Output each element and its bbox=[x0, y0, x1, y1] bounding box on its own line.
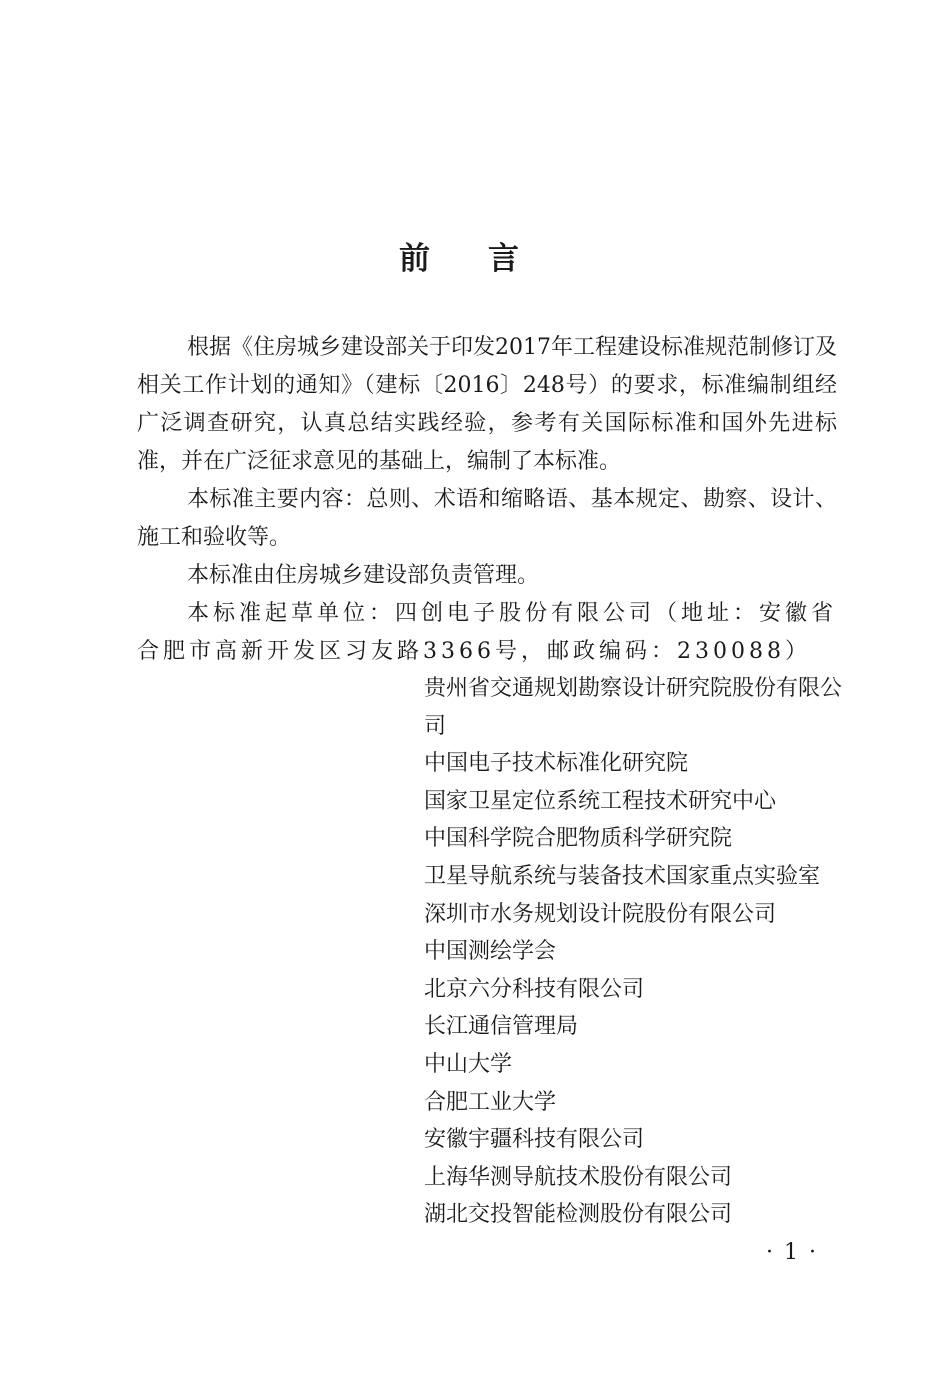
list-item: 北京六分科技有限公司 bbox=[424, 976, 645, 1002]
paragraph-main-content: 本标准主要内容：总则、术语和缩略语、基本规定、勘察、设计、施工和验收等。 bbox=[137, 487, 837, 550]
drafting-units-list bbox=[424, 670, 844, 1234]
list-item: 卫星导航系统与装备技术国家重点实验室 bbox=[424, 863, 821, 889]
list-item: 国家卫星定位系统工程技术研究中心 bbox=[424, 788, 777, 814]
preface-body bbox=[137, 329, 837, 671]
list-item: 深圳市水务规划设计院股份有限公司 bbox=[424, 901, 777, 927]
paragraph-basis: 根据《住房城乡建设部关于印发2017年工程建设标准规范制修订及相关工作计划的通知》（建标〔2016〕248号）的要求，标准编制组经广泛调查研究，认真总结实践经验，参考有关国际标准和国外先进标准，并在广泛征求意见的基础上，编制了本标准。 bbox=[137, 335, 837, 474]
list-item: 上海华测导航技术股份有限公司 bbox=[424, 1164, 733, 1190]
list-item: 中国电子技术标准化研究院 bbox=[424, 751, 689, 777]
list-item: 湖北交投智能检测股份有限公司 bbox=[424, 1202, 733, 1228]
list-item: 中国测绘学会 bbox=[424, 939, 557, 965]
list-item: 长江通信管理局 bbox=[424, 1014, 579, 1040]
page-title: 前言 bbox=[399, 240, 577, 277]
list-item: 贵州省交通规划勘察设计研究院股份有限公司 bbox=[424, 676, 843, 739]
page-number: · 1 · bbox=[766, 1240, 818, 1265]
paragraph-drafting-unit: 本标准起草单位：四创电子股份有限公司（地址：安徽省合肥市高新开发区习友路3366号，邮政编码：230088） bbox=[137, 601, 838, 664]
list-item: 中国科学院合肥物质科学研究院 bbox=[424, 826, 733, 852]
list-item: 中山大学 bbox=[424, 1051, 513, 1077]
list-item: 安徽宇疆科技有限公司 bbox=[424, 1127, 645, 1153]
paragraph-management: 本标准由住房城乡建设部负责管理。 bbox=[187, 563, 540, 588]
list-item: 合肥工业大学 bbox=[424, 1089, 557, 1115]
